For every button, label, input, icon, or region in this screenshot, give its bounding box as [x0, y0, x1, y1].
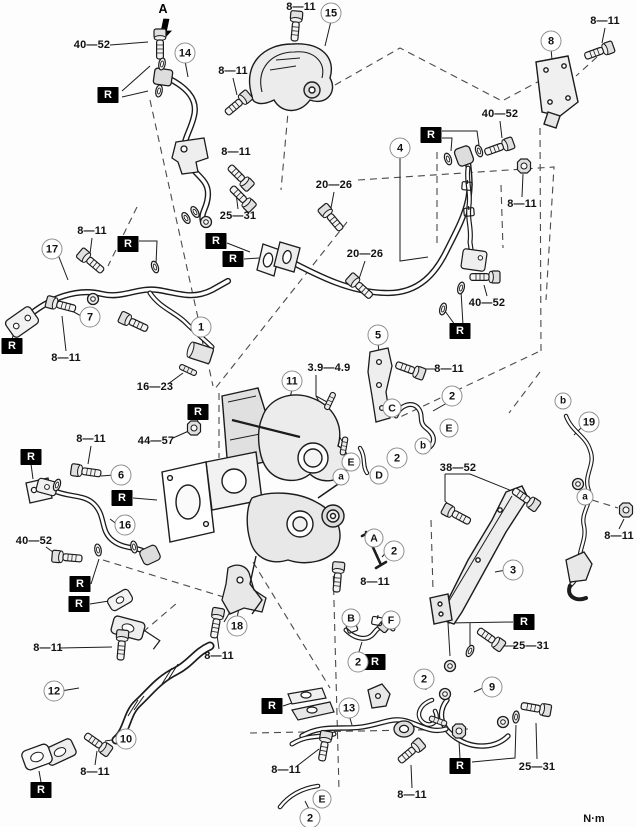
- banjo-union-14: [153, 68, 173, 86]
- part-callout: 19: [579, 412, 600, 433]
- bracket-14: [172, 138, 208, 174]
- air-hose-2-bottom: [280, 786, 318, 807]
- torque-label: 8—11: [271, 764, 301, 776]
- air-hose-2-e: [360, 448, 367, 473]
- view-callout: F: [382, 611, 401, 630]
- view-callout: D: [370, 466, 389, 485]
- heat-shield-15: [250, 44, 333, 111]
- part-callout: 17: [42, 239, 63, 260]
- torque-label: 8—11: [204, 650, 234, 662]
- part-callout: 12: [44, 681, 65, 702]
- torque-label: 8—11: [76, 433, 106, 445]
- water-pipe-4: [286, 162, 472, 293]
- view-callout: b: [555, 393, 572, 410]
- view-callout: A: [365, 529, 384, 548]
- part-callout: 1: [191, 317, 212, 338]
- torque-label: 8—11: [507, 198, 537, 210]
- rod-2-a: [362, 531, 386, 568]
- part-callout: 14: [175, 43, 196, 64]
- torque-label: 25—31: [512, 640, 550, 652]
- part-callout: 6: [111, 465, 132, 486]
- part-callout: 11: [282, 371, 303, 392]
- view-callout: E: [440, 419, 459, 438]
- flange-19-lower: [566, 552, 592, 582]
- view-callout: b: [415, 438, 432, 455]
- torque-label: 40—52: [15, 535, 53, 547]
- replace-mark: R: [21, 449, 42, 465]
- part-callout: 2: [300, 808, 321, 827]
- unit-note: N·m: [583, 813, 605, 825]
- replace-mark: R: [206, 233, 227, 249]
- torque-label: 44—57: [137, 435, 175, 447]
- view-callout: E: [313, 790, 332, 809]
- part-callout: 2: [414, 669, 435, 690]
- bracket-5: [368, 348, 392, 422]
- torque-label: 8—11: [218, 65, 248, 77]
- torque-label: 40—52: [73, 39, 111, 51]
- torque-label: 20—26: [346, 248, 384, 260]
- replace-mark: R: [262, 698, 283, 714]
- torque-label: 25—31: [518, 761, 556, 773]
- replace-mark: R: [31, 782, 52, 798]
- replace-mark: R: [421, 127, 442, 143]
- replace-mark: R: [112, 490, 133, 506]
- torque-label: 8—11: [221, 146, 251, 158]
- bracket-8: [536, 56, 578, 128]
- torque-label: 8—11: [286, 1, 316, 13]
- torque-label: 8—11: [590, 15, 620, 27]
- replace-mark: R: [514, 614, 535, 630]
- section-marker-a: A: [158, 2, 168, 16]
- gasket-turbo-left: [162, 462, 214, 542]
- torque-label: 3.9—4.9: [307, 362, 351, 374]
- part-callout: 2: [348, 652, 369, 673]
- part-callout: 2: [387, 448, 408, 469]
- grommet-4: [453, 145, 474, 167]
- view-callout: a: [577, 489, 594, 506]
- torque-label: 8—11: [604, 530, 634, 542]
- part-callout: 10: [116, 729, 137, 750]
- part-callout: 7: [80, 307, 101, 328]
- view-callout: a: [333, 469, 350, 486]
- torque-label: 16—23: [136, 381, 174, 393]
- part-callout: 18: [227, 616, 248, 637]
- torque-label: 38—52: [439, 462, 477, 474]
- torque-label: 8—11: [434, 363, 464, 375]
- gasket-pipe4: [257, 242, 300, 276]
- torque-label: 40—52: [468, 297, 506, 309]
- replace-mark: R: [98, 87, 119, 103]
- oil-return-pipe-12: [116, 646, 210, 740]
- torque-label: 20—26: [315, 179, 353, 191]
- flange-16-gasket: [106, 588, 134, 612]
- view-callout: E: [342, 453, 361, 472]
- replace-mark: R: [2, 338, 23, 354]
- part-callout: 13: [339, 698, 360, 719]
- torque-label: 8—11: [33, 642, 63, 654]
- replace-mark: R: [118, 236, 139, 252]
- fitting-16-right: [138, 544, 161, 566]
- gasket-12: [20, 743, 53, 771]
- replace-mark: R: [70, 576, 91, 592]
- air-hose-2-c: [396, 405, 433, 447]
- torque-label: 25—31: [219, 210, 257, 222]
- part-callout: 3: [503, 560, 524, 581]
- replace-mark: R: [450, 758, 471, 774]
- part-callout: 5: [368, 325, 389, 346]
- view-callout: B: [342, 609, 361, 628]
- part-callout: 9: [482, 677, 503, 698]
- view-callout: C: [383, 399, 402, 418]
- part-callout: 2: [384, 541, 405, 562]
- part-callout: 15: [321, 3, 342, 24]
- replace-mark: R: [69, 596, 90, 612]
- torque-label: 8—11: [51, 352, 81, 364]
- torque-label: 40—52: [481, 108, 519, 120]
- torque-label: 8—11: [80, 766, 110, 778]
- replace-mark: R: [450, 323, 471, 339]
- bracket-18: [222, 565, 266, 622]
- torque-label: 8—11: [397, 789, 427, 801]
- part-callout: 2: [442, 386, 463, 407]
- bracket-pipe4-lower: [461, 248, 488, 271]
- part-callout: 4: [390, 138, 411, 159]
- replace-mark: R: [188, 404, 209, 420]
- replace-mark: R: [223, 251, 244, 267]
- torque-label: 8—11: [77, 225, 107, 237]
- flange-13-plates: [288, 688, 334, 720]
- part-callout: 16: [115, 515, 136, 536]
- torque-label: 8—11: [360, 576, 390, 588]
- replace-mark: R: [365, 654, 386, 670]
- part-callout: 8: [541, 31, 562, 52]
- bracket-13: [368, 684, 414, 737]
